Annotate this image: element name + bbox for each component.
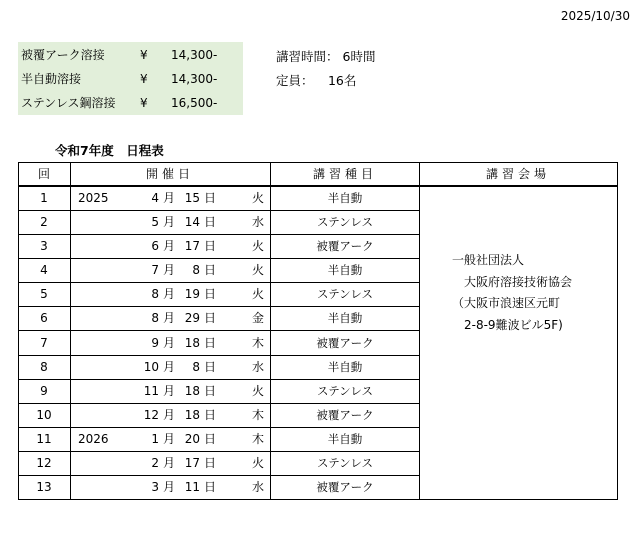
fee-yen: ¥ (140, 72, 148, 86)
session-course: ステンレス (316, 456, 374, 470)
session-month: 6 (151, 239, 159, 253)
session-number: 10 (36, 408, 52, 422)
session-day: 17 (184, 456, 200, 470)
month-unit: 月 (163, 456, 176, 470)
session-day: 11 (184, 480, 200, 494)
day-unit: 日 (204, 191, 217, 205)
month-unit: 月 (163, 311, 176, 325)
session-course: ステンレス (316, 287, 374, 301)
schedule-title: 令和7年度 日程表 (55, 143, 164, 158)
header-course: 講習種目 (312, 167, 377, 181)
session-month: 12 (143, 408, 159, 422)
session-weekday: 木 (251, 336, 264, 350)
session-course: 半自動 (327, 191, 363, 205)
session-weekday: 火 (251, 287, 264, 301)
table-border (18, 499, 618, 500)
session-number: 11 (36, 432, 52, 446)
month-unit: 月 (163, 191, 176, 205)
month-unit: 月 (163, 215, 176, 229)
fee-course: 被覆アーク溶接 (21, 48, 105, 62)
capacity (276, 71, 356, 89)
session-number: 8 (40, 360, 48, 374)
session-weekday: 火 (251, 239, 264, 253)
session-day: 20 (184, 432, 200, 446)
session-weekday: 火 (251, 191, 264, 205)
fee-row (18, 43, 243, 67)
session-course: 半自動 (327, 311, 363, 325)
session-day: 8 (192, 263, 200, 277)
capacity-value: 16名 (327, 73, 357, 88)
session-day: 15 (184, 191, 200, 205)
table-row (18, 403, 420, 427)
session-month: 7 (151, 263, 159, 277)
session-course: ステンレス (316, 215, 374, 229)
capacity-label: 定員： (276, 73, 314, 88)
fee-course: ステンレス鋼溶接 (21, 96, 116, 110)
session-number: 12 (36, 456, 52, 470)
session-weekday: 火 (251, 456, 264, 470)
session-number: 7 (40, 336, 48, 350)
fee-row (18, 91, 243, 115)
session-month: 8 (151, 287, 159, 301)
session-day: 18 (184, 408, 200, 422)
day-unit: 日 (204, 384, 217, 398)
session-course: 被覆アーク (316, 336, 374, 350)
session-course: 半自動 (327, 360, 363, 374)
fee-price: 16,500- (171, 96, 218, 110)
day-unit: 日 (204, 215, 217, 229)
day-unit: 日 (204, 311, 217, 325)
session-number: 5 (40, 287, 48, 301)
table-row (18, 475, 420, 499)
table-row (18, 282, 420, 306)
month-unit: 月 (163, 408, 176, 422)
table-row (18, 451, 420, 475)
document-date: 2025/10/30 (560, 9, 630, 23)
session-number: 3 (40, 239, 48, 253)
venue-line: 2-8-9難波ビル5F) (452, 317, 563, 332)
month-unit: 月 (163, 263, 176, 277)
session-month: 10 (143, 360, 159, 374)
session-weekday: 木 (251, 432, 264, 446)
hours-label: 講習時間： (276, 49, 339, 64)
session-course: ステンレス (316, 384, 374, 398)
day-unit: 日 (204, 480, 217, 494)
session-weekday: 火 (251, 384, 264, 398)
course-hours (276, 47, 375, 65)
table-border (617, 162, 618, 500)
session-day: 17 (184, 239, 200, 253)
session-course: 被覆アーク (316, 480, 374, 494)
session-month: 5 (151, 215, 159, 229)
venue-line: （大阪市浪速区元町 (452, 296, 561, 310)
session-month: 4 (151, 191, 159, 205)
session-number: 13 (36, 480, 52, 494)
venue-address (452, 250, 572, 336)
header-date: 開催日 (145, 167, 194, 181)
session-day: 29 (184, 311, 200, 325)
venue-line: 一般社団法人 (452, 253, 525, 267)
table-row (18, 186, 420, 210)
day-unit: 日 (204, 432, 217, 446)
month-unit: 月 (163, 287, 176, 301)
month-unit: 月 (163, 336, 176, 350)
table-row (18, 427, 420, 451)
schedule-table (18, 162, 618, 500)
session-weekday: 金 (251, 311, 264, 325)
table-row (18, 379, 420, 403)
table-row (18, 306, 420, 330)
month-unit: 月 (163, 239, 176, 253)
session-month: 3 (151, 480, 159, 494)
day-unit: 日 (204, 360, 217, 374)
session-number: 6 (40, 311, 48, 325)
table-row (18, 210, 420, 234)
session-year: 2026 (78, 432, 109, 446)
session-weekday: 水 (251, 480, 264, 494)
session-year: 2025 (78, 191, 109, 205)
table-row (18, 234, 420, 258)
session-course: 被覆アーク (316, 408, 374, 422)
session-course: 半自動 (327, 432, 363, 446)
month-unit: 月 (163, 384, 176, 398)
session-day: 14 (184, 215, 200, 229)
session-weekday: 火 (251, 263, 264, 277)
table-row (18, 331, 420, 355)
fee-table (18, 42, 243, 115)
session-month: 11 (143, 384, 159, 398)
session-course: 被覆アーク (316, 239, 374, 253)
day-unit: 日 (204, 263, 217, 277)
hours-value: 6時間 (342, 49, 376, 64)
day-unit: 日 (204, 287, 217, 301)
fee-yen: ¥ (140, 96, 148, 110)
month-unit: 月 (163, 480, 176, 494)
session-weekday: 木 (251, 408, 264, 422)
session-number: 1 (40, 191, 48, 205)
venue-line: 大阪府溶接技術協会 (452, 274, 573, 289)
session-month: 2 (151, 456, 159, 470)
day-unit: 日 (204, 408, 217, 422)
day-unit: 日 (204, 336, 217, 350)
session-number: 4 (40, 263, 48, 277)
day-unit: 日 (204, 456, 217, 470)
session-day: 8 (192, 360, 200, 374)
month-unit: 月 (163, 432, 176, 446)
table-row (18, 258, 420, 282)
session-month: 9 (151, 336, 159, 350)
session-day: 19 (184, 287, 200, 301)
month-unit: 月 (163, 360, 176, 374)
fee-price: 14,300- (171, 72, 218, 86)
session-number: 9 (40, 384, 48, 398)
session-month: 1 (151, 432, 159, 446)
header-no: 回 (37, 167, 50, 181)
session-month: 8 (151, 311, 159, 325)
fee-row (18, 67, 243, 91)
header-venue: 講習会場 (485, 167, 550, 181)
session-weekday: 水 (251, 360, 264, 374)
day-unit: 日 (204, 239, 217, 253)
session-weekday: 水 (251, 215, 264, 229)
table-row (18, 355, 420, 379)
session-day: 18 (184, 336, 200, 350)
session-number: 2 (40, 215, 48, 229)
fee-course: 半自動溶接 (21, 72, 82, 86)
session-day: 18 (184, 384, 200, 398)
session-course: 半自動 (327, 263, 363, 277)
fee-price: 14,300- (171, 48, 218, 62)
fee-yen: ¥ (140, 48, 148, 62)
